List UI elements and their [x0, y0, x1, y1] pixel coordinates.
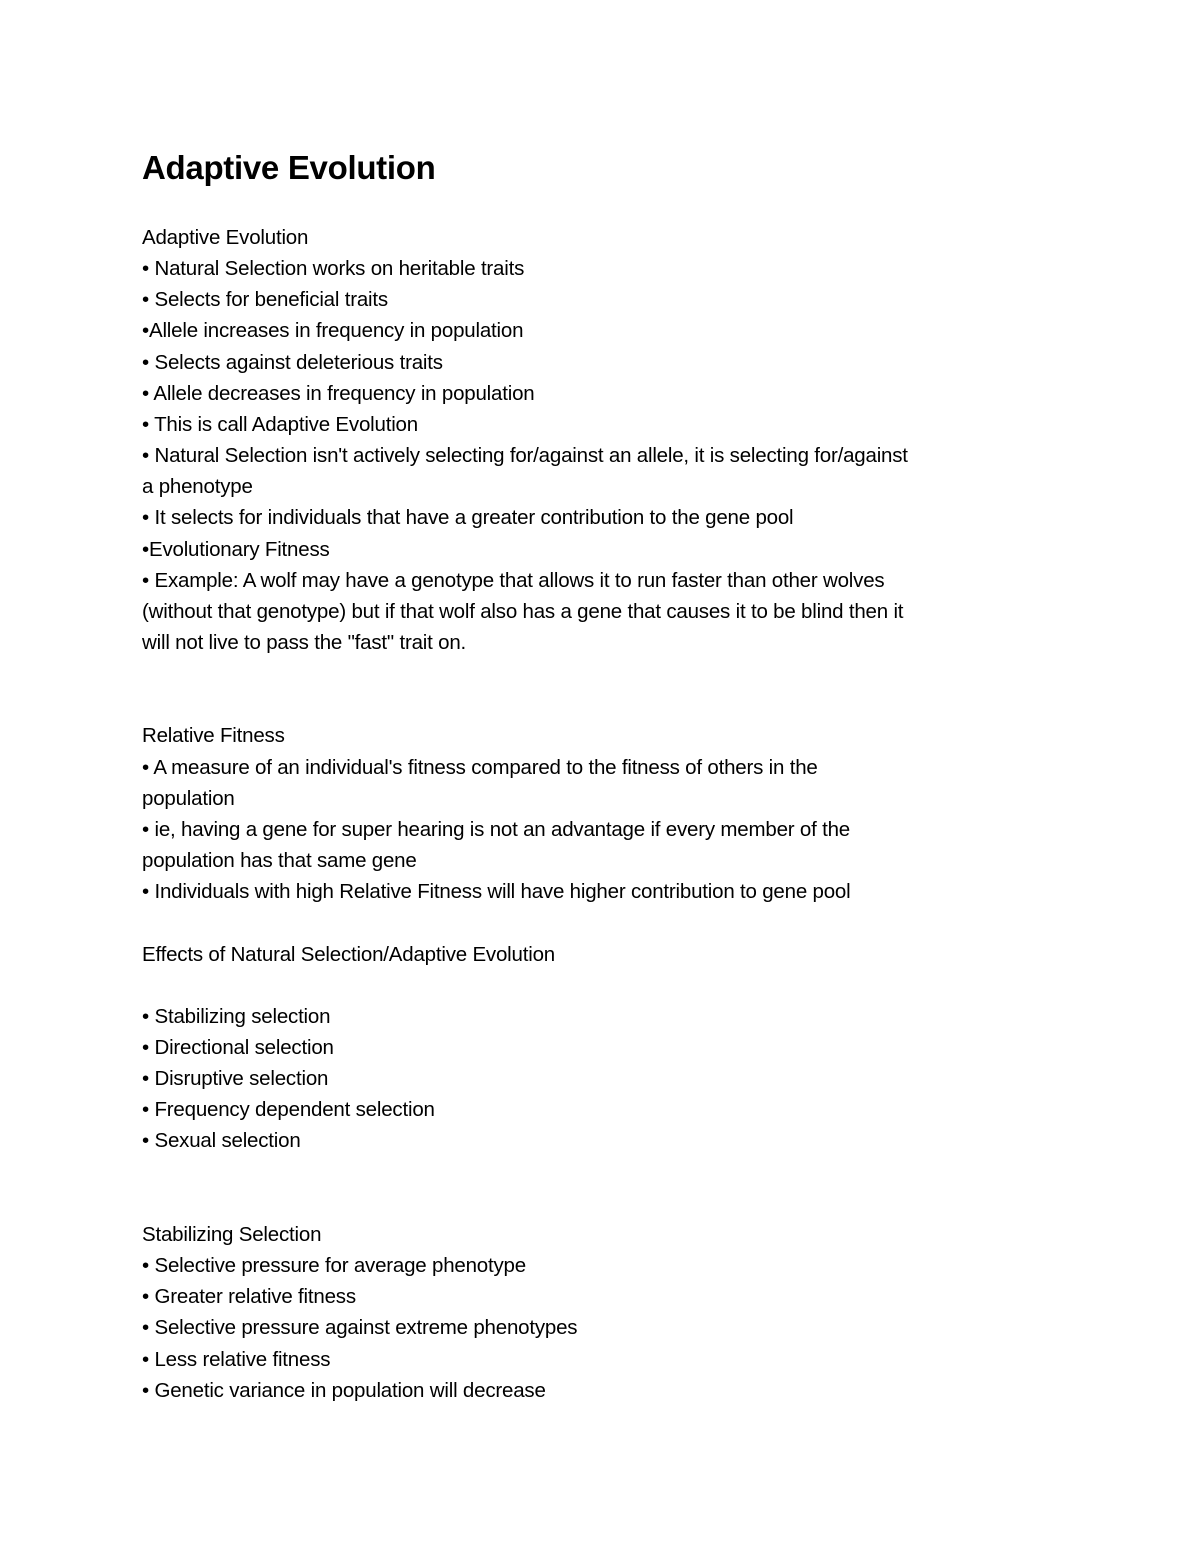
- bullet-line: • Disruptive selection: [142, 1067, 329, 1091]
- bullet-line-continuation: will not live to pass the "fast" trait on.: [142, 631, 467, 655]
- blank-line: [142, 689, 1062, 720]
- bullet-line: •Evolutionary Fitness: [142, 537, 330, 561]
- blank-line: [142, 1157, 1062, 1188]
- document-page: [142, 146, 1062, 1402]
- bullet-line: • Selects against deleterious traits: [142, 350, 443, 374]
- bullet-line: • Individuals with high Relative Fitness will have higher contribution to gene pool: [142, 880, 851, 904]
- bullet-line-continuation: a phenotype: [142, 475, 253, 499]
- bullet-line-continuation: (without that genotype) but if that wolf also has a gene that causes it to be blind then it: [142, 599, 904, 623]
- section-heading: Effects of Natural Selection/Adaptive Evolution: [142, 942, 555, 966]
- bullet-line: • It selects for individuals that have a greater contribution to the gene pool: [142, 506, 794, 530]
- bullet-line: • Stabilizing selection: [142, 1004, 331, 1028]
- section-stabilizing-selection: [142, 1219, 1062, 1406]
- bullet-line: • A measure of an individual's fitness compared to the fitness of others in the: [142, 755, 818, 779]
- bullet-line: • Natural Selection isn't actively selecting for/against an allele, it is selecting for/against: [142, 444, 908, 468]
- bullet-line: • Genetic variance in population will decrease: [142, 1378, 546, 1402]
- bullet-line: • Selective pressure for average phenotype: [142, 1254, 526, 1278]
- blank-line: [142, 907, 1062, 938]
- bullet-line-continuation: population: [142, 786, 235, 810]
- bullet-line: • Greater relative fitness: [142, 1285, 356, 1309]
- bullet-line: • Selective pressure against extreme phenotypes: [142, 1316, 578, 1340]
- section-heading: Stabilizing Selection: [142, 1222, 322, 1246]
- bullet-line: • This is call Adaptive Evolution: [142, 412, 418, 436]
- section-adaptive-evolution: [142, 222, 1062, 658]
- section-relative-fitness: [142, 720, 1062, 907]
- bullet-line: • Allele decreases in frequency in population: [142, 381, 535, 405]
- blank-line: [142, 1188, 1062, 1219]
- bullet-line-continuation: population has that same gene: [142, 849, 417, 873]
- bullet-line: •Allele increases in frequency in population: [142, 319, 524, 343]
- section-effects: [142, 939, 1062, 1157]
- document-title: Adaptive Evolution: [142, 149, 436, 186]
- bullet-line: • Directional selection: [142, 1036, 334, 1059]
- bullet-line: • Natural Selection works on heritable traits: [142, 257, 525, 281]
- section-heading: Adaptive Evolution: [142, 226, 309, 249]
- bullet-line: • ie, having a gene for super hearing is not an advantage if every member of the: [142, 817, 850, 841]
- blank-line: [142, 970, 1062, 1001]
- bullet-line: • Selects for beneficial traits: [142, 288, 388, 312]
- bullet-line: • Sexual selection: [142, 1129, 301, 1153]
- bullet-line: • Frequency dependent selection: [142, 1098, 435, 1122]
- bullet-line: • Example: A wolf may have a genotype that allows it to run faster than other wolves: [142, 568, 885, 592]
- document-body: [142, 222, 1062, 1406]
- section-heading: Relative Fitness: [142, 724, 285, 748]
- blank-line: [142, 658, 1062, 689]
- bullet-line: • Less relative fitness: [142, 1347, 331, 1371]
